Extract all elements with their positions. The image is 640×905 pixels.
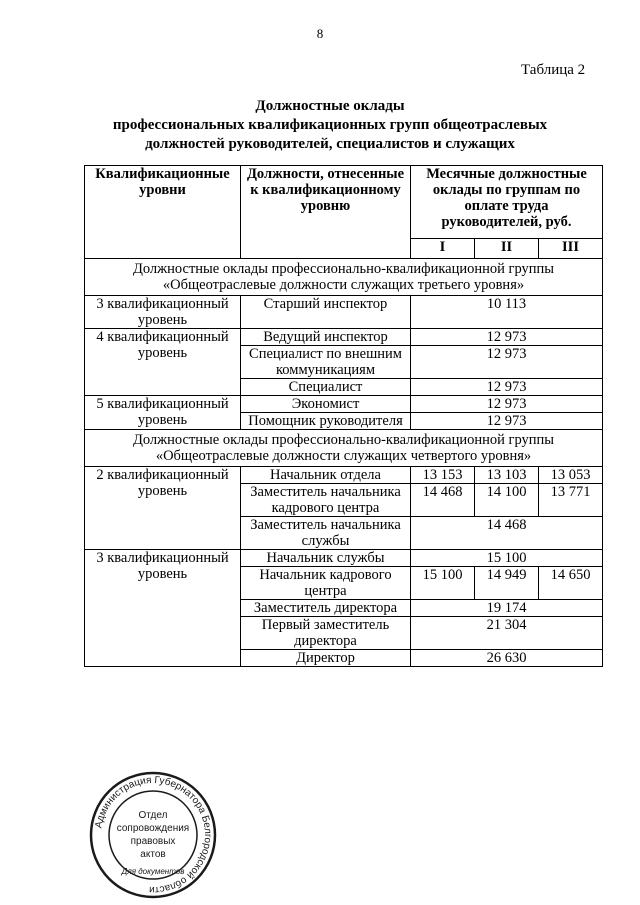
salary-cell: 14 100 [475,484,539,517]
salary-cell: 14 650 [539,567,603,600]
position-cell: Заместитель начальника службы [241,517,411,550]
stamp-line: сопровождения [116,823,190,834]
section-row [85,259,603,296]
page-number: 8 [316,26,324,41]
heading-line: должностей руководителей, специалистов и служащих [145,136,515,152]
stamp-line: актов [140,849,166,860]
position-cell: Экономист [241,396,411,413]
salary-cell: 12 973 [411,396,603,413]
position-cell: Директор [241,650,411,667]
group-header-2: II [475,239,539,259]
salary-cell: 12 973 [411,346,603,379]
position-cell: Начальник службы [241,550,411,567]
position-cell: Ведущий инспектор [241,329,411,346]
column-header-positions: Должности, отнесенные к квалификационному уровню [241,166,411,259]
level-cell: 3 квалификационный уровень [85,296,241,329]
heading-line: Должностные оклады [255,98,405,114]
position-cell: Заместитель начальника кадрового центра [241,484,411,517]
position-cell: Заместитель директора [241,600,411,617]
salary-cell: 15 100 [411,550,603,567]
column-header-levels: Квалификационные уровни [85,166,241,259]
salary-cell: 13 771 [539,484,603,517]
group-header-1: I [411,239,475,259]
salary-cell: 19 174 [411,600,603,617]
salary-cell: 12 973 [411,379,603,396]
salary-cell: 26 630 [411,650,603,667]
level-cell: 5 квалификационный уровень [85,396,241,430]
official-stamp [88,770,218,900]
heading-line: профессиональных квалификационных групп общеотраслевых [112,117,548,133]
position-cell: Первый заместитель директора [241,617,411,650]
stamp-bottom-text: Для документов [121,867,185,876]
page-title [60,97,600,154]
position-cell: Начальник отдела [241,467,411,484]
section-title: Должностные оклады профессионально-квалификационной группы «Общеотраслевые должности служащих третьего уровня» [85,259,603,296]
salary-table [84,165,603,667]
salary-cell: 13 103 [475,467,539,484]
salary-cell: 13 053 [539,467,603,484]
table-row [85,329,603,346]
salary-cell: 12 973 [411,329,603,346]
svg-text:Администрация Губернатора Белг [93,775,213,895]
position-cell: Начальник кадрового центра [241,567,411,600]
level-cell: 2 квалификационный уровень [85,467,241,550]
table-row [85,467,603,484]
salary-cell: 14 468 [411,517,603,550]
level-cell: 4 квалификационный уровень [85,329,241,396]
position-cell: Специалист [241,379,411,396]
position-cell: Помощник руководителя [241,413,411,430]
salary-cell: 13 153 [411,467,475,484]
group-header-3: III [539,239,603,259]
section-title: Должностные оклады профессионально-квалификационной группы «Общеотраслевые должности служащих четвертого уровня» [85,430,603,467]
stamp-ring-text: Администрация Губернатора Белгородской области [93,774,214,896]
table-row [85,296,603,329]
salary-cell: 15 100 [411,567,475,600]
position-cell: Старший инспектор [241,296,411,329]
table-row [85,396,603,413]
position-cell: Специалист по внешним коммуникациям [241,346,411,379]
table-row [85,550,603,567]
salary-cell: 10 113 [411,296,603,329]
section-row [85,430,603,467]
table-label: Таблица 2 [521,62,586,78]
salary-cell: 14 949 [475,567,539,600]
salary-cell: 12 973 [411,413,603,430]
salary-cell: 14 468 [411,484,475,517]
column-header-salary: Месячные должностные оклады по группам по оплате труда руководителей, руб. [411,166,603,239]
level-cell: 3 квалификационный уровень [85,550,241,667]
stamp-line: Отдел [138,810,168,821]
stamp-line: правовых [130,836,176,847]
salary-cell: 21 304 [411,617,603,650]
